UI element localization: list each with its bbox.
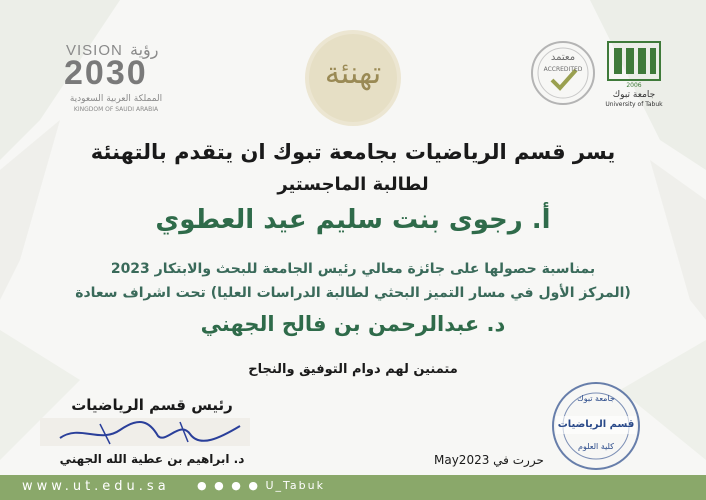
footer-bar: [0, 475, 706, 500]
vision-arabic: رؤية: [130, 40, 159, 59]
track-line: (المركز الأول في مسار التميز البحثي لطالبة الدراسات العليا) تحت اشراف سعادة: [75, 285, 631, 301]
university-english: University of Tabuk: [605, 101, 663, 108]
signature-title: رئيس قسم الرياضيات: [71, 396, 233, 414]
award-line: بمناسبة حصولها على جائزة معالي رئيس الجامعة للبحث والابتكار 2023: [110, 261, 596, 277]
stamp-bottom-text: كلية العلوم: [578, 442, 614, 451]
snapchat-icon[interactable]: ●: [214, 479, 226, 492]
congratulation-line: يسر قسم الرياضيات بجامعة تبوك ان يتقدم بالتهنئة: [90, 140, 616, 164]
university-year: 2006: [626, 82, 642, 89]
footer-website[interactable]: www.ut.edu.sa: [22, 479, 170, 494]
tahniah-text: تهنئة: [324, 56, 382, 91]
accredited-english: ACCREDITED: [543, 66, 583, 73]
accredited-arabic: معتمد: [550, 52, 576, 63]
university-logo: [604, 38, 664, 108]
university-arabic: جامعة تبوك: [612, 90, 656, 100]
student-category: لطالبة الماجستير: [277, 174, 429, 195]
signature-scribble: [40, 414, 250, 450]
youtube-icon[interactable]: ●: [248, 479, 260, 492]
stamp-middle-text: قسم الرياضيات: [557, 419, 635, 430]
vision-word: VISION: [66, 42, 123, 59]
kingdom-arabic: المملكة العربية السعودية: [69, 94, 163, 104]
stamp-top-text: جامعة تبوك: [577, 394, 615, 403]
accredited-badge: [530, 40, 596, 106]
issue-date: حررت في May2023: [434, 453, 544, 467]
footer-social: [197, 479, 325, 492]
vision-year: 2030: [64, 54, 148, 92]
footer-handle[interactable]: U_Tabuk: [265, 479, 325, 492]
student-name: أ. رجوى بنت سليم عيد العطوي: [155, 205, 551, 235]
department-stamp: [550, 380, 642, 472]
signature-name: د. ابراهيم بن عطية الله الجهني: [59, 452, 245, 466]
instagram-icon[interactable]: ●: [231, 479, 243, 492]
kingdom-english: KINGDOM OF SAUDI ARABIA: [73, 106, 159, 113]
accredited-seal-icon: [530, 40, 596, 106]
wishes-line: متمنين لهم دوام التوفيق والنجاح: [248, 362, 458, 377]
vision-2030-logo: [62, 40, 172, 120]
supervisor-name: د. عبدالرحمن بن فالح الجهني: [200, 312, 506, 336]
tahniah-emblem: [303, 28, 403, 128]
twitter-icon[interactable]: ●: [197, 479, 209, 492]
university-emblem-icon: [604, 38, 664, 82]
